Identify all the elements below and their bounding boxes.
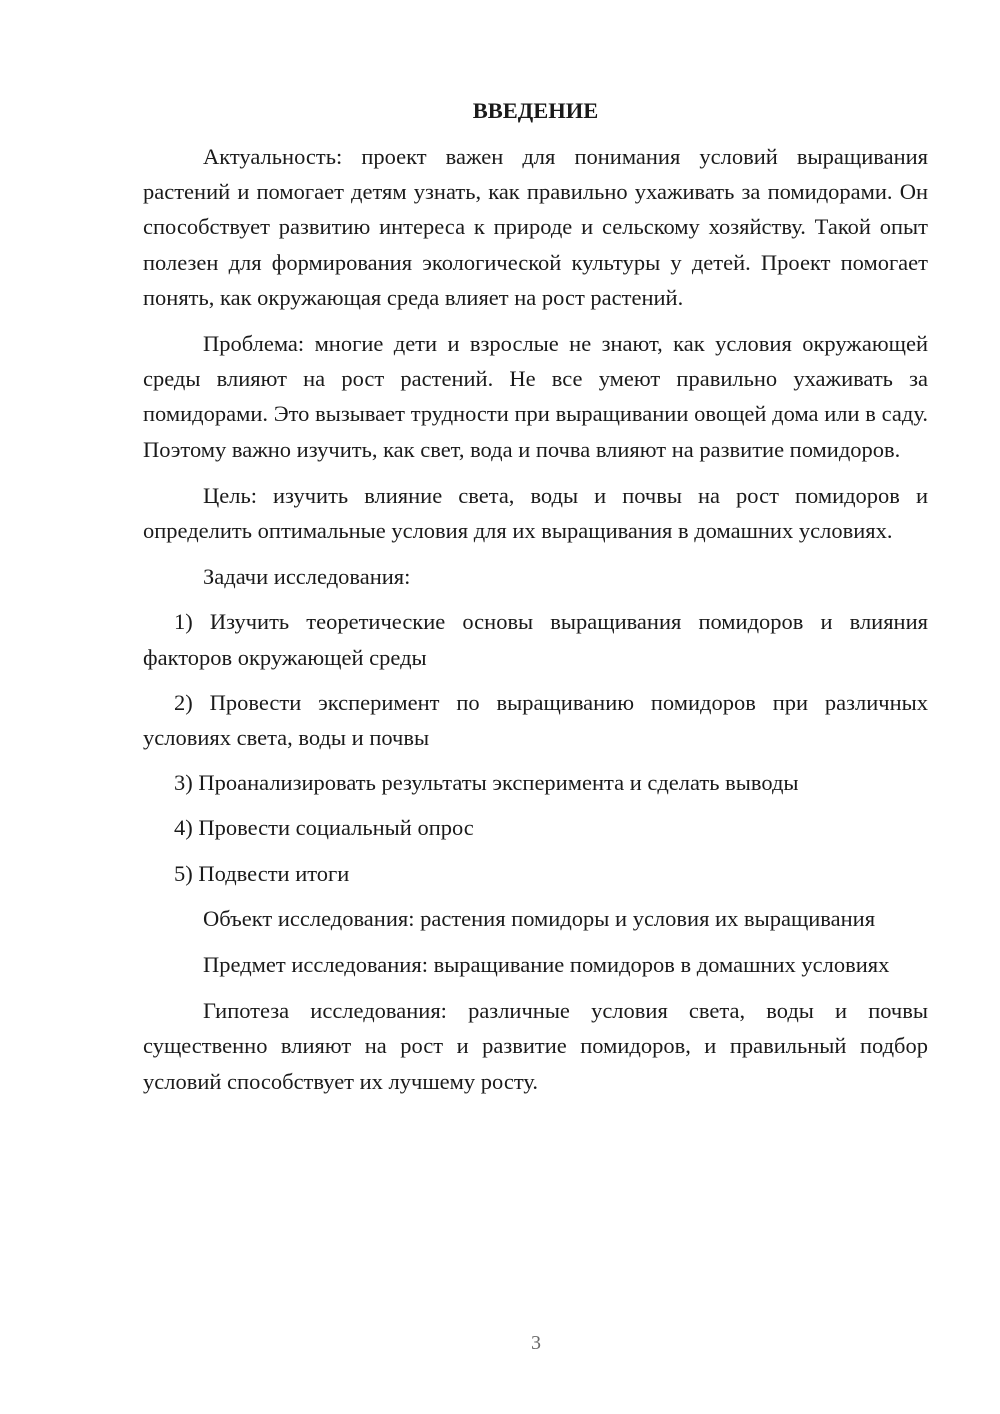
page-number: 3 bbox=[531, 1332, 541, 1354]
task-item-3: 3) Проанализировать результаты эксперимента и сделать выводы bbox=[174, 770, 799, 796]
hypothesis-paragraph: Гипотеза исследования: различные условия света, воды и почвы существенно влияют на рост и развитие помидоров, и правильный подбор условий способствует их лучшему росту. bbox=[143, 998, 928, 1094]
section-title: ВВЕДЕНИЕ bbox=[472, 98, 599, 123]
task-item-1: 1) Изучить теоретические основы выращивания помидоров и влияния факторов окружающей среды bbox=[143, 609, 928, 670]
subject-paragraph: Предмет исследования: выращивание помидоров в домашних условиях bbox=[203, 952, 890, 978]
tasks-heading: Задачи исследования: bbox=[203, 564, 411, 590]
task-item-4: 4) Провести социальный опрос bbox=[174, 815, 474, 841]
task-item-5: 5) Подвести итоги bbox=[174, 860, 350, 886]
task-item-2: 2) Провести эксперимент по выращиванию помидоров при различных условиях света, воды и почвы bbox=[143, 689, 928, 751]
goal-paragraph: Цель: изучить влияние света, воды и почвы на рост помидоров и определить оптимальные условия для их выращивания в домашних условиях. bbox=[143, 482, 928, 544]
page-content bbox=[143, 96, 928, 1110]
relevance-paragraph: Актуальность: проект важен для понимания условий выращивания растений и помогает детям узнать, как правильно ухаживать за помидорами. Он способствует развитию интереса к природе и сельскому хозяйству. Такой опыт полезен для формирования экологической культуры у детей. Проект помогает понять, как окружающая среда влияет на рост растений. bbox=[143, 144, 928, 310]
problem-paragraph: Проблема: многие дети и взрослые не знают, как условия окружающей среды влияют на рост растений. Не все умеют правильно ухаживать за помидорами. Это вызывает трудности при выращивании овощей дома или в саду. Поэтому важно изучить, как свет, вода и почва влияют на развитие помидоров. bbox=[143, 331, 928, 462]
object-paragraph: Объект исследования: растения помидоры и условия их выращивания bbox=[203, 905, 876, 931]
